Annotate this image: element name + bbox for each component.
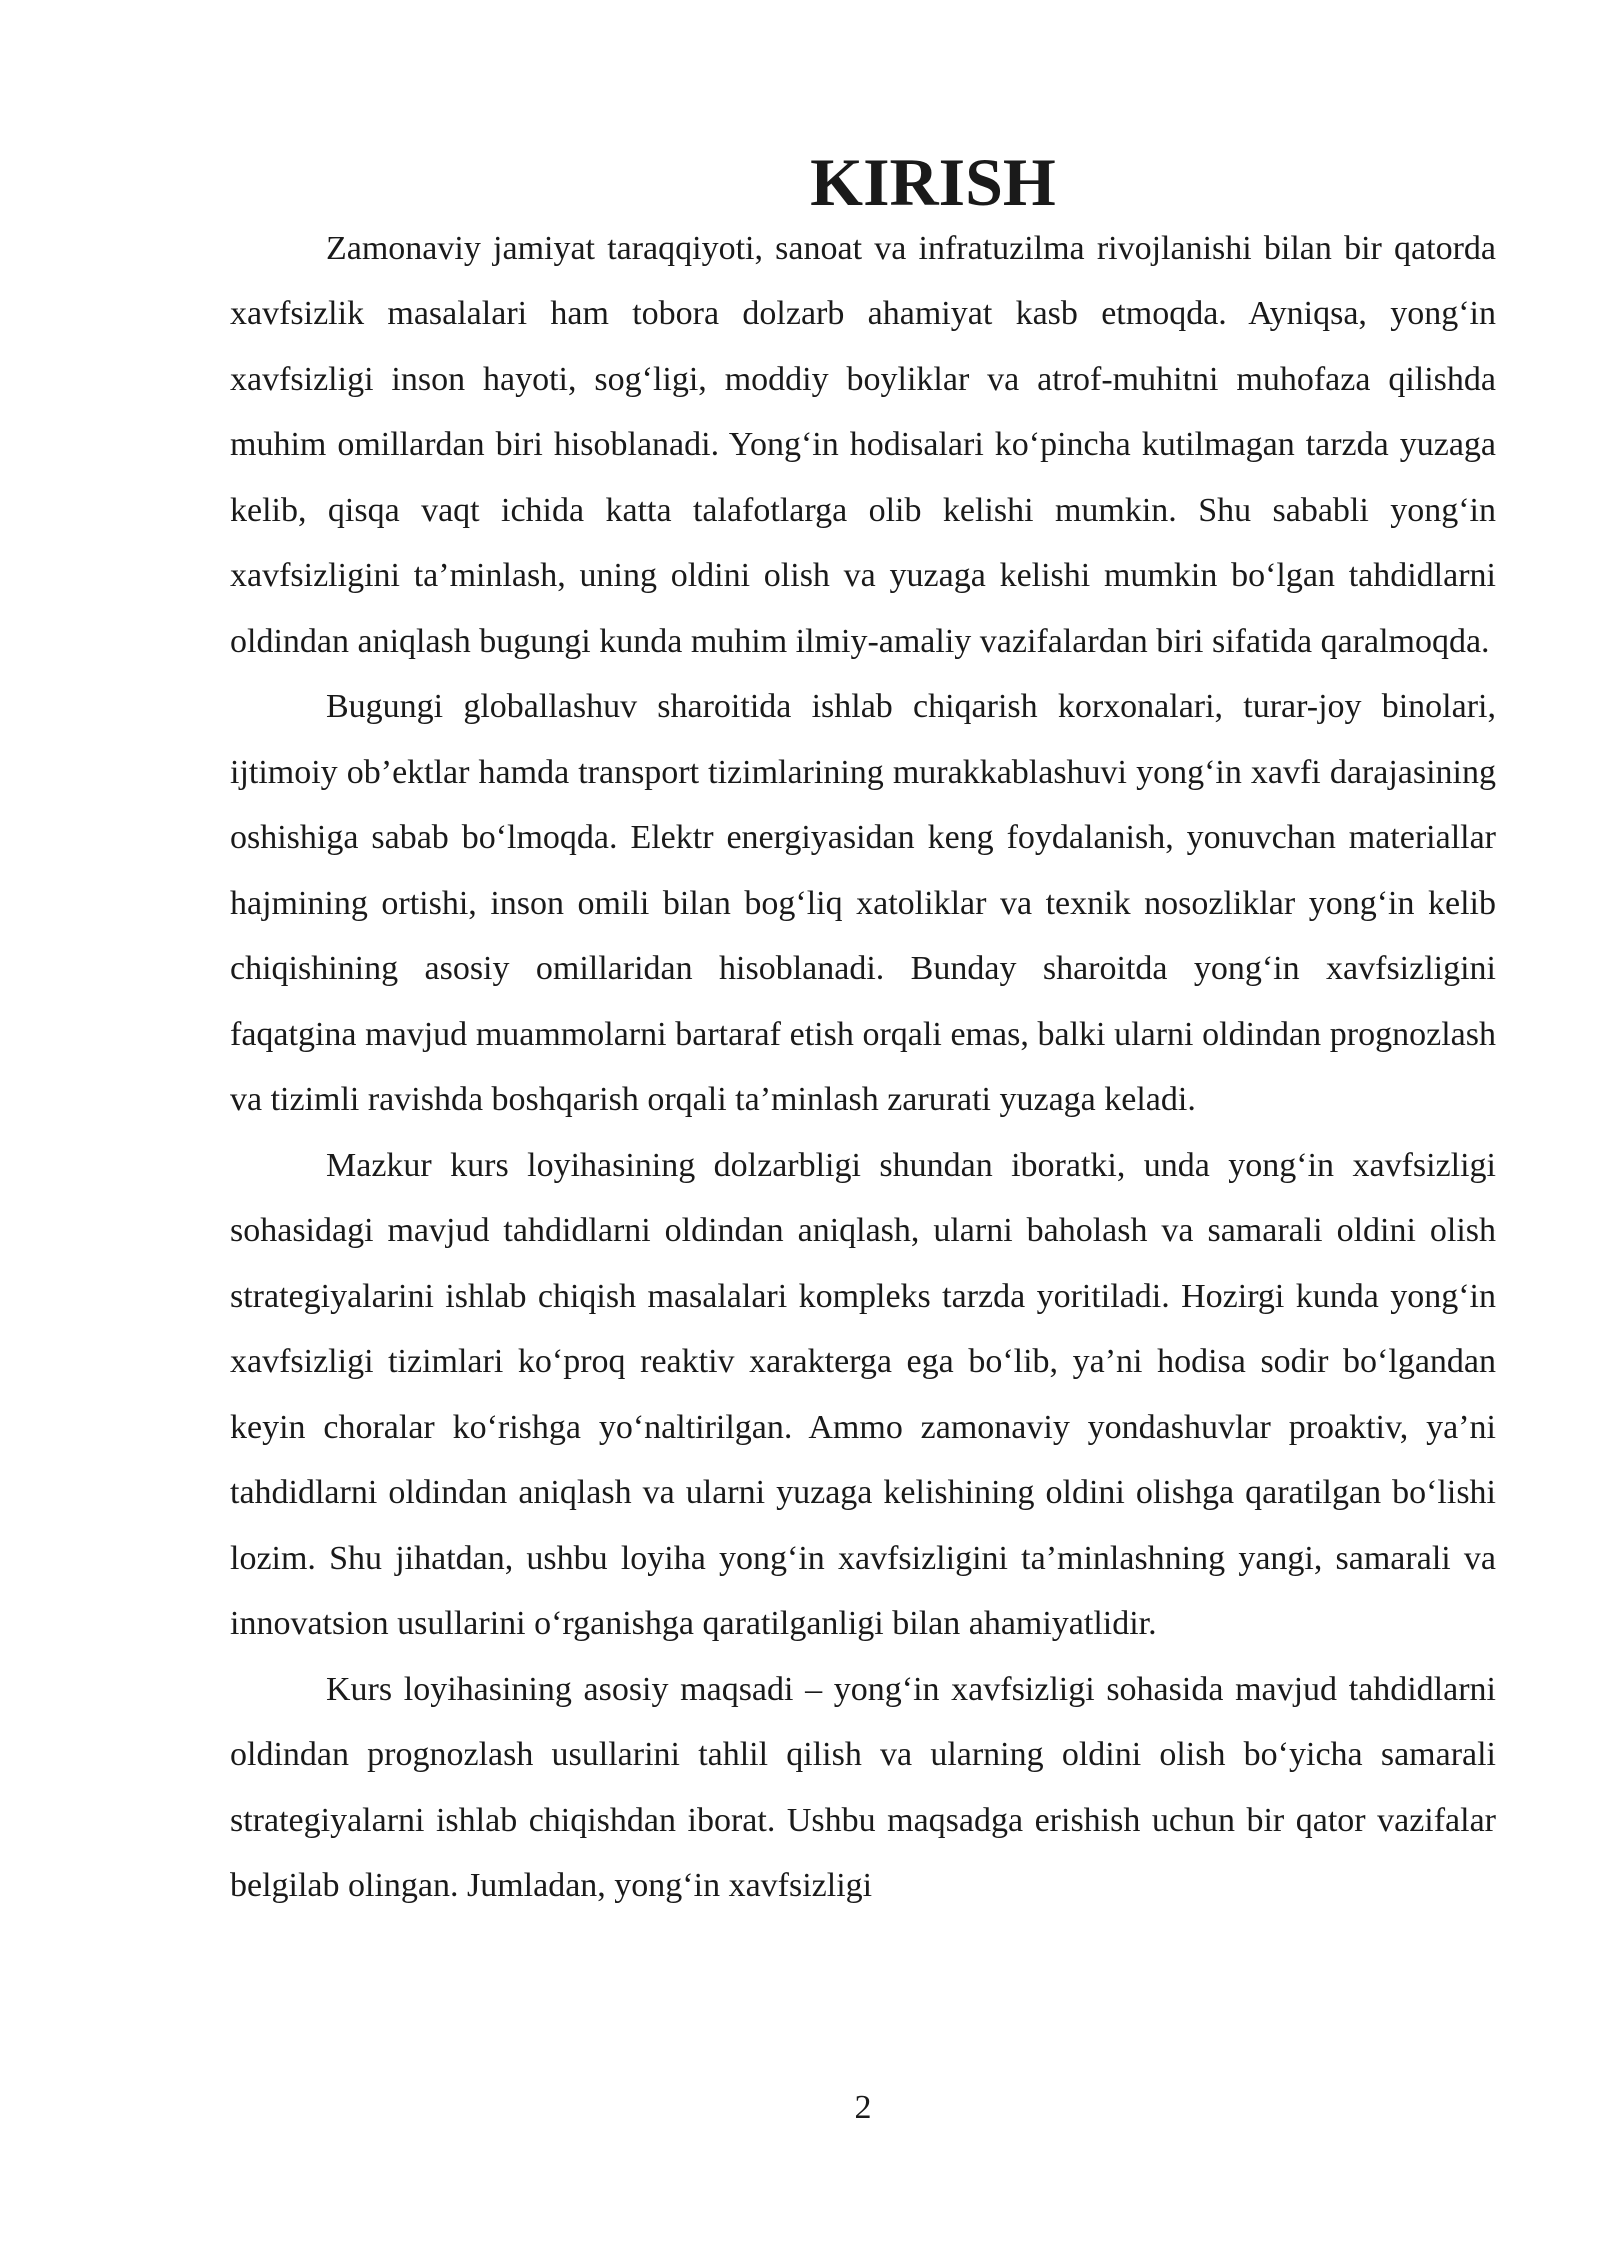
paragraph-4: Kurs loyihasining asosiy maqsadi – yong‘in xavfsizligi sohasida mavjud tahdidlarni oldindan prognozlash usullarini tahlil qilish va ularning oldini olish bo‘yicha samarali strategiyalarni ishlab chiqishdan iborat. Ushbu maqsadga erishish uchun bir qator vazifalar belgilab olingan. Jumladan, yong‘in xavfsizligi [230, 1670, 1496, 1904]
paragraph-1: Zamonaviy jamiyat taraqqiyoti, sanoat va infratuzilma rivojlanishi bilan bir qatorda xavfsizlik masalalari ham tobora dolzarb ahamiyat kasb etmoqda. Ayniqsa, yong‘in xavfsizligi inson hayoti, sog‘ligi, moddiy boyliklar va atrof-muhitni muhofaza qilishda muhim omillardan biri hisoblanadi. Yong‘in hodisalari ko‘pincha kutilmagan tarzda yuzaga kelib, qisqa vaqt ichida katta talafotlarga olib kelishi mumkin. Shu sababli yong‘in xavfsizligini ta’minlash, uning oldini olish va yuzaga kelishi mumkin bo‘lgan tahdidlarni oldindan aniqlash bugungi kunda muhim ilmiy-amaliy vazifalardan biri sifatida qaralmoqda. [230, 229, 1496, 660]
section-heading: KIRISH [810, 144, 1056, 220]
paragraph-3: Mazkur kurs loyihasining dolzarbligi shundan iboratki, unda yong‘in xavfsizligi sohasidagi mavjud tahdidlarni oldindan aniqlash, ularni baholash va samarali oldini olish strategiyalarini ishlab chiqish masalalari kompleks tarzda yoritiladi. Hozirgi kunda yong‘in xavfsizligi tizimlari ko‘proq reaktiv xarakterga ega bo‘lib, ya’ni hodisa sodir bo‘lgandan keyin choralar ko‘rishga yo‘naltirilgan. Ammo zamonaviy yondashuvlar proaktiv, ya’ni tahdidlarni oldindan aniqlash va ularni yuzaga kelishining oldini olishga qaratilgan bo‘lishi lozim. Shu jihatdan, ushbu loyiha yong‘in xavfsizligini ta’minlashning yangi, samarali va innovatsion usullarini o‘rganishga qaratilganligi bilan ahamiyatlidir. [230, 1146, 1496, 1642]
paragraph-2: Bugungi globallashuv sharoitida ishlab chiqarish korxonalari, turar-joy binolari, ijtimoiy ob’ektlar hamda transport tizimlarining murakkablashuvi yong‘in xavfi darajasining oshishiga sabab bo‘lmoqda. Elektr energiyasidan keng foydalanish, yonuvchan materiallar hajmining ortishi, inson omili bilan bog‘liq xatoliklar va texnik nosozliklar yong‘in kelib chiqishining asosiy omillaridan hisoblanadi. Bunday sharoitda yong‘in xavfsizligini faqatgina mavjud muammolarni bartaraf etish orqali emas, balki ularni oldindan prognozlash va tizimli ravishda boshqarish orqali ta’minlash zarurati yuzaga keladi. [230, 688, 1496, 1118]
page-number: 2 [854, 2089, 872, 2126]
page-content [230, 144, 1496, 1919]
